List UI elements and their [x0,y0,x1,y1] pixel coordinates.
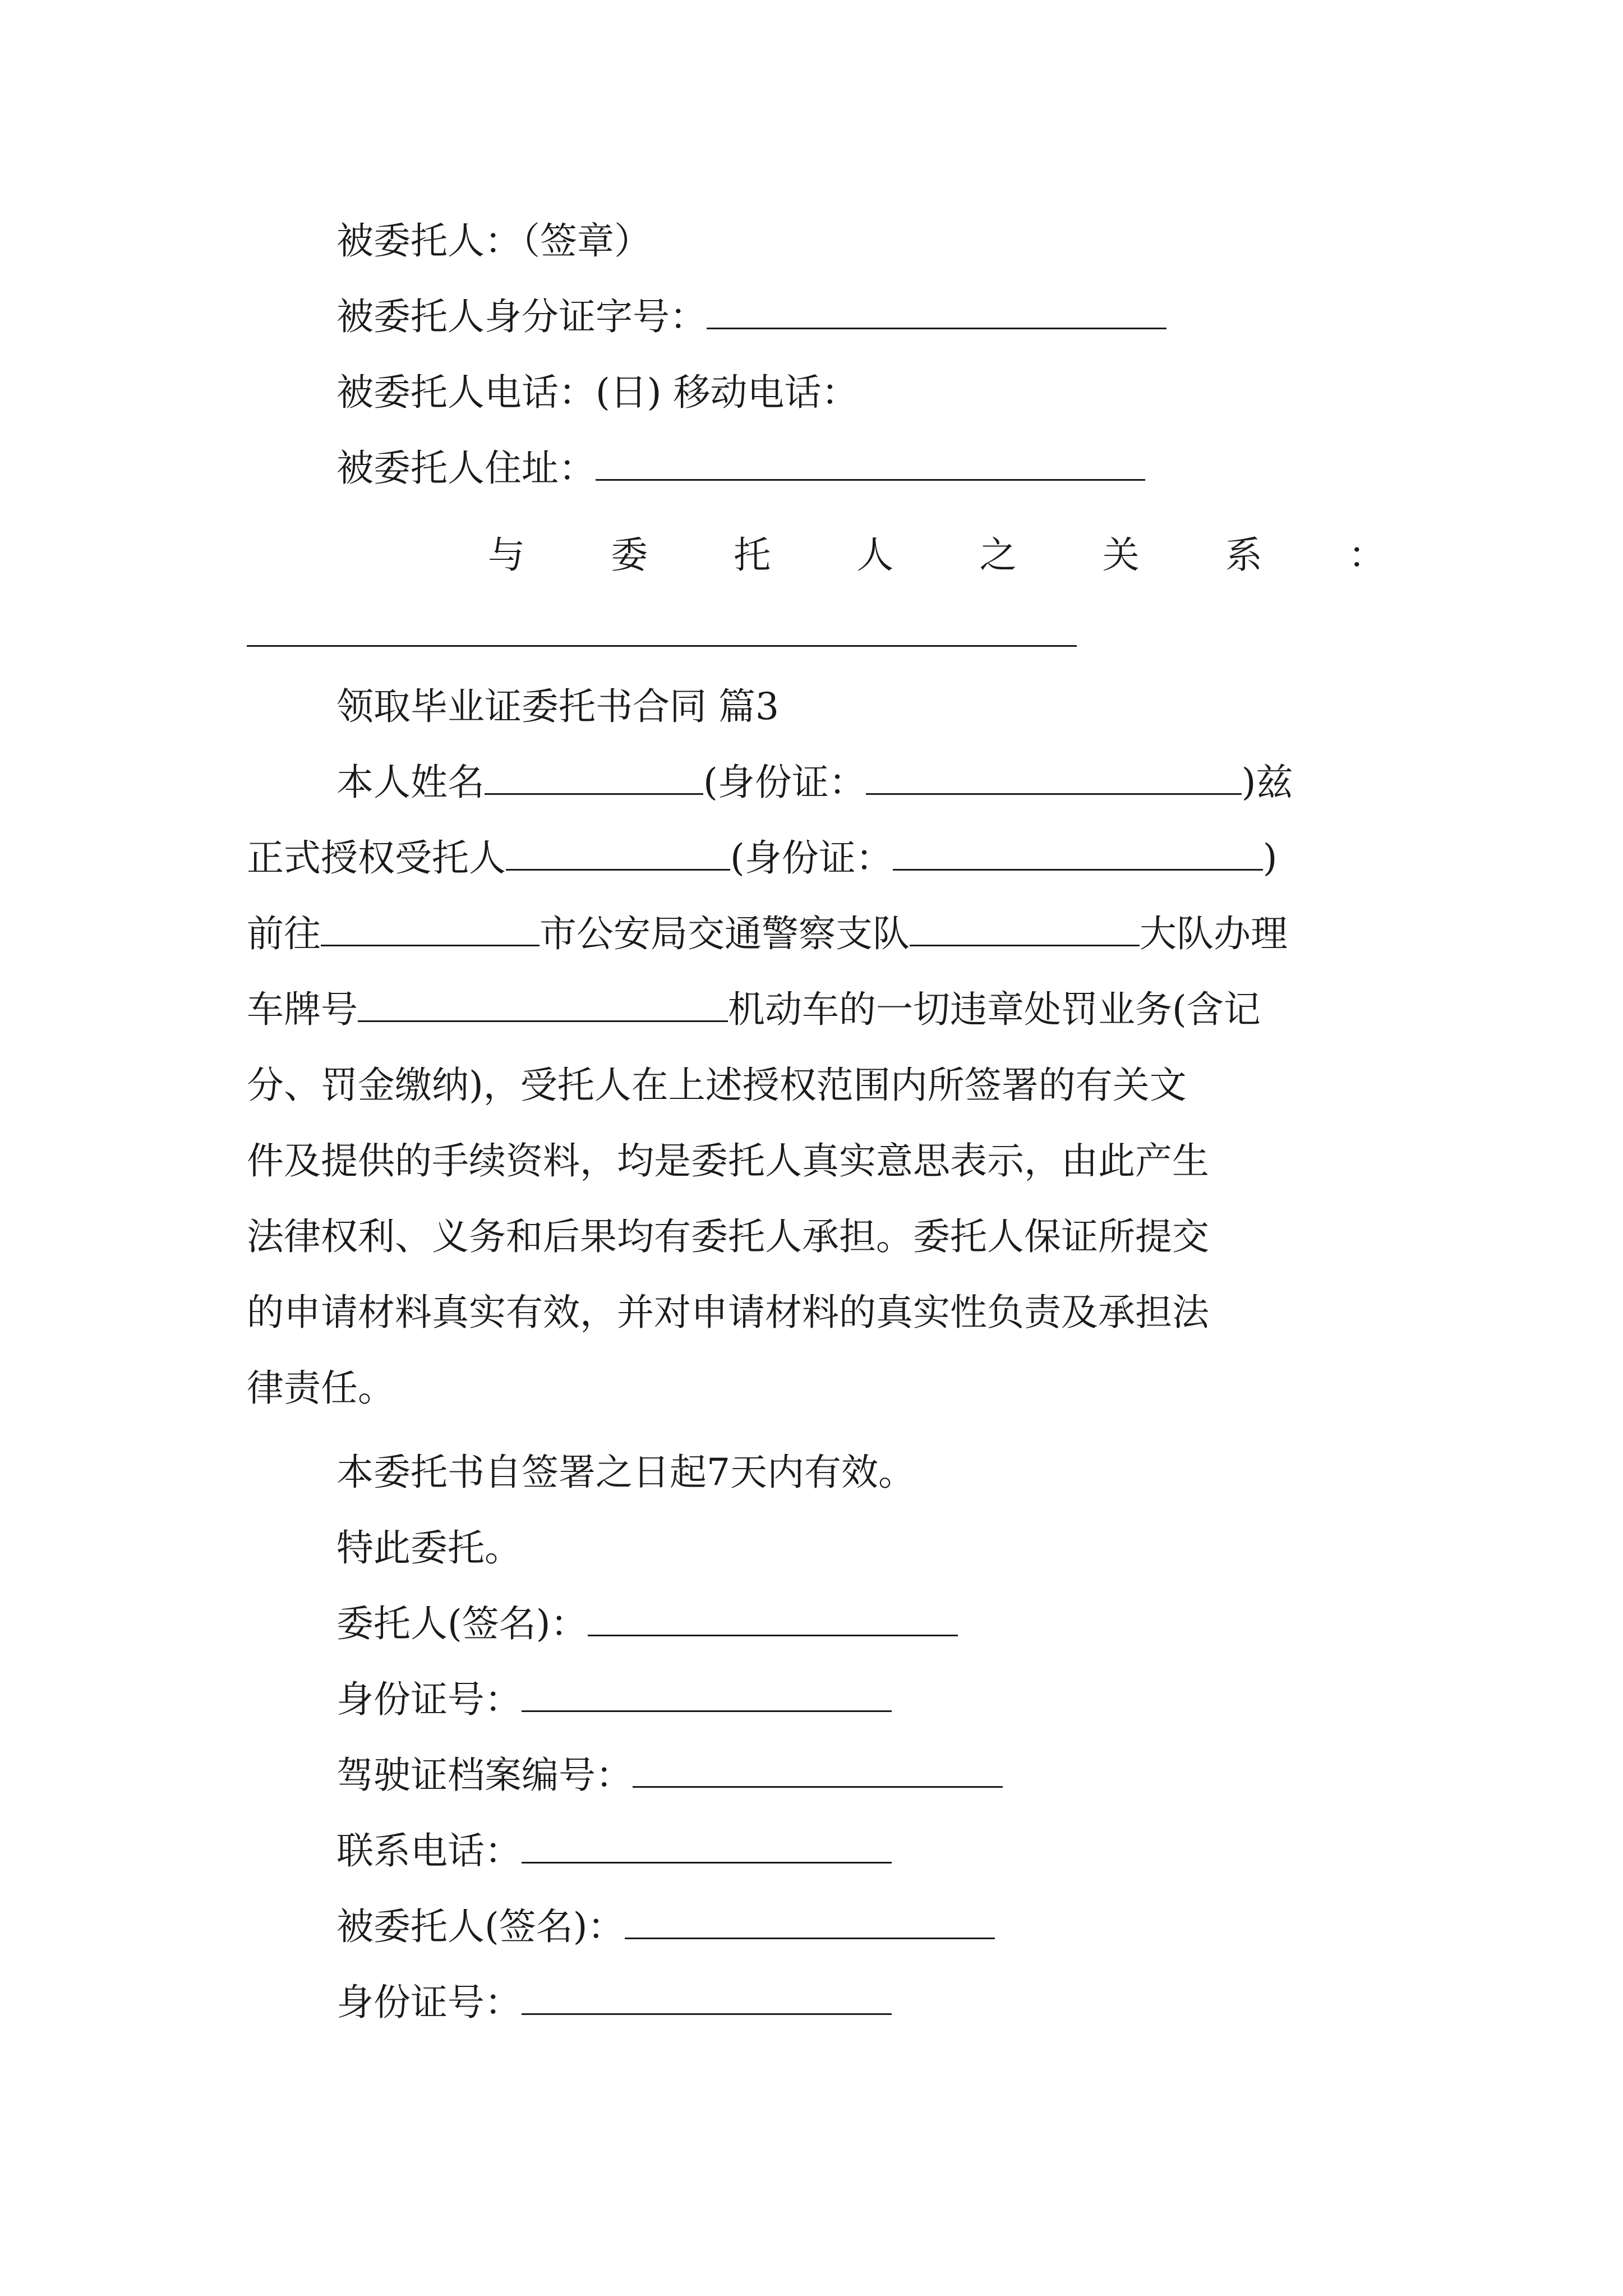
trustee-address-blank[interactable] [596,444,1145,481]
city-blank[interactable] [321,910,540,946]
brigade-blank[interactable] [910,910,1140,946]
trustee-id-blank[interactable] [707,293,1166,329]
contact-phone-blank[interactable] [522,1827,892,1864]
relation-blank[interactable] [247,645,1077,647]
relation-line: 与 委 托 人 之 关 系 ： [488,533,1385,577]
trustee-phone-line: 被委托人电话：(日) 移动电话： [336,371,859,414]
contact-phone-line: 联系电话： [336,1826,892,1876]
validity-line: 本委托书自签署之日起7天内有效。 [336,1451,915,1494]
agent-signature-line: 被委托人(签名)： [336,1902,995,1952]
trustee-id-line: 被委托人身分证字号： [336,292,1166,342]
id-blank[interactable] [866,758,1242,795]
body-line-3: 前往 市公安局交通警察支队 大队办理 [247,909,1385,959]
agent-signature-blank[interactable] [625,1903,995,1939]
principal-id-blank[interactable] [522,1676,892,1712]
body-line-6: 件及提供的手续资料，均是委托人真实意思表示，由此产生 [247,1139,1209,1182]
principal-signature-blank[interactable] [588,1600,958,1636]
name-blank[interactable] [485,758,703,795]
trustee-address-line: 被委托人住址： [336,443,1145,494]
principal-signature-line: 委托人(签名)： [336,1599,958,1649]
agent-id-line: 身份证号： [336,1977,892,2028]
body-line-8: 的申请材料真实有效，并对申请材料的真实性负责及承担法 [247,1291,1209,1334]
body-line-1: 本人姓名 (身份证： )兹 [336,757,1293,808]
section-title: 领取毕业证委托书合同 篇3 [336,685,779,728]
body-line-5: 分、罚金缴纳)，受托人在上述授权范围内所签署的有关文 [247,1064,1187,1107]
principal-id-line: 身份证号： [336,1674,892,1725]
license-file-line: 驾驶证档案编号： [336,1750,1003,1801]
body-line-2: 正式授权受托人 (身份证： ) [247,833,1385,884]
trustee-signature-line: 被委托人：（签章） [336,219,651,263]
body-line-9: 律责任。 [247,1366,395,1410]
agent-id-blank[interactable] [893,834,1263,871]
closing-line: 特此委托。 [336,1526,522,1570]
agent-id-blank-2[interactable] [522,1978,892,2015]
plate-blank[interactable] [358,986,728,1022]
agent-name-blank[interactable] [506,834,730,871]
body-line-4: 车牌号 机动车的一切违章处罚业务(含记 [247,984,1385,1035]
body-line-7: 法律权利、义务和后果均有委托人承担。委托人保证所提交 [247,1215,1209,1258]
license-file-blank[interactable] [633,1751,1003,1788]
